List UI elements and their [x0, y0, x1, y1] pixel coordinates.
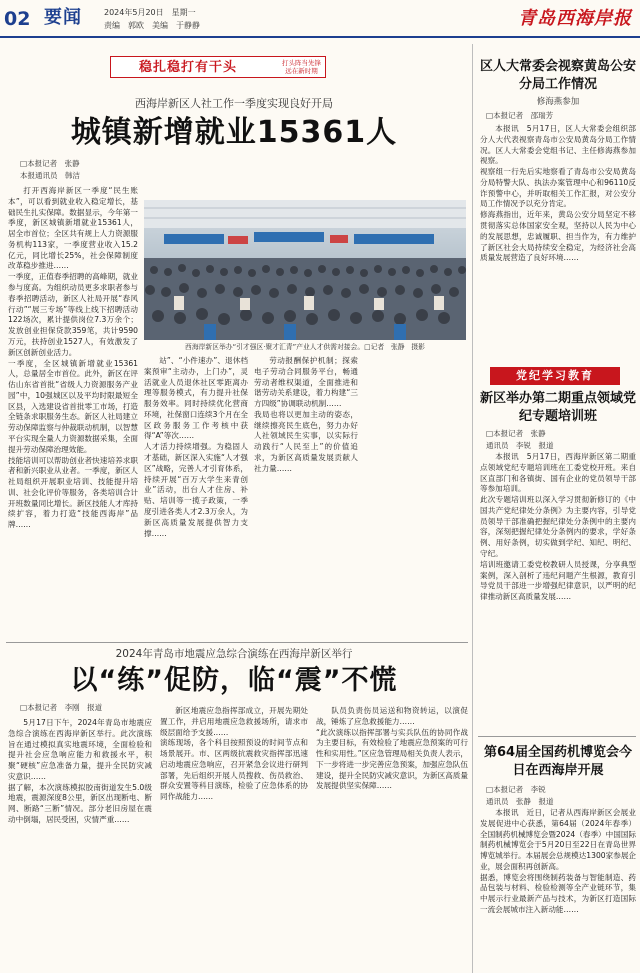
column-rule [472, 44, 473, 973]
drill-column-2 [160, 706, 308, 968]
lead-byline-correspondent: 本报通讯员 韩洁 [20, 171, 80, 180]
section-divider [6, 642, 468, 643]
party-byline-reporter: □本报记者 张静 [486, 429, 546, 438]
drill-kicker: 2024年青岛市地震应急综合演练在西海岸新区举行 [115, 648, 353, 660]
issue-date: 2024年5月20日 [104, 8, 164, 17]
editor-label: 责编 [104, 21, 120, 30]
issue-meta [104, 6, 208, 32]
banner-title: 稳扎稳打有干头 [139, 60, 238, 75]
designer-label: 美编 [152, 21, 168, 30]
lead-byline [20, 158, 80, 182]
drill-col2-text: 新区地震应急指挥部成立，开展先期处置工作，并启用地震应急救援场所，请求市级层面给予支援…… 演练现场，各个科目按照预设的时间节点和场景展开。市、区两级抗震救灾指挥部迅速启动地震应急响应，召开紧急会议进行研判部署，先后组织开展人员搜救、伤员救治、群众安置等科目演练，检验了应急体系的协同作战能力…… [160, 706, 308, 802]
page-header [0, 0, 640, 38]
expo-body [480, 808, 636, 970]
editor-name: 郭欧 [128, 21, 144, 30]
lead-column-2 [144, 356, 248, 638]
drill-column-1 [8, 718, 152, 968]
drill-headline: 以“练”促防，临“震”不慌 [70, 665, 398, 696]
npc-subtitle: 修海燕参加 [536, 97, 580, 107]
lead-column-4 [364, 356, 468, 638]
lead-headline: 城镇新增就业15361人 [70, 115, 398, 150]
party-byline-correspondent: 通讯员 李锐 报道 [486, 441, 554, 450]
banner-side [282, 59, 321, 75]
drill-column-3 [316, 706, 468, 968]
slogan-banner [110, 56, 326, 78]
issue-weekday: 星期一 [171, 8, 196, 17]
npc-byline: □本报记者 邵瑞芳 [486, 111, 554, 120]
npc-body [480, 124, 636, 358]
party-section-bar: 党纪学习教育 [490, 367, 620, 385]
party-headline: 新区举办第二期重点领域党纪专题培训班 [479, 391, 636, 424]
npc-body-text: 本报讯 5月17日，区人大常委会组织部分人大代表视察青岛市公安局黄岛分局工作情况。区人大常委会党组书记、主任修海燕参加视察。 视察组一行先后实地察看了青岛市公安局黄岛分局特警大队、执法办案管理中心和96110反诈预警中心，并听取相关工作汇报，对公安分局工作情况予以充分肯定。 修海燕指出，近年来，黄岛公安分局坚定不移贯彻落实总体国家安全观，坚持以人民为中心的发展思想，忠诚履职、担当作为，有力维护了新区社会大局持续安全稳定，为经济社会高质量发展营造了良好环境…… [480, 124, 636, 263]
lead-column-1 [8, 186, 138, 638]
drill-col3-text: 队员负责伤员运送和物资转运，以演促战，锤炼了应急救援能力…… “此次演练以指挥部署与实兵队伍的协同作战为主要目标，有效检验了地震应急预案的可行性和实用性。”区应急管理局相关负责人表示，下一步将进一步完善应急预案，加强应急队伍建设，提升全民防灾减灾意识，为新区高质量发展提供坚实保障…… [316, 706, 468, 791]
designer-name: 于静静 [176, 21, 200, 30]
page-number: 02 [4, 8, 31, 30]
expo-byline-reporter: □本报记者 李锐 [486, 785, 546, 794]
expo-byline-correspondent: 通讯员 张静 报道 [486, 797, 554, 806]
lead-kicker: 西海岸新区人社工作一季度实现良好开局 [135, 97, 333, 110]
job-fair-photo [144, 200, 466, 340]
expo-headline: 第64届全国药机博览会今日在西海岸开展 [483, 745, 633, 778]
photo-caption: 西海岸新区举办“引才强区·聚才汇青”产业人才供需对接会。□记者 张静 摄影 [185, 343, 425, 351]
crowd-photo-illustration [144, 200, 466, 340]
drill-col1-text: 5月17日下午，2024年青岛市地震应急综合演练在西海岸新区举行。此次演练旨在通过模拟真实地震环境，全面检验和提升社会应急响应能力和救援水平，积聚“硬核”应急准备力量，提升全民防灾减灾意识…… 据了解，本次演练模拟胶南街道发生5.0级地震，震源深度8公里，新区出现断电、断网、断路“三断”情况。部分老旧房屋在震动中倒塌，居民受困，灾情严重…… [8, 718, 152, 825]
party-body [480, 452, 636, 732]
lead-col1-text: 打开西海岸新区一季度“民生账本”，可以看到就业收入稳定增长，基础民生扎实保障。数据显示，今年第一季度，新区城镇新增就业15361人，居全市首位；全区共有规上人力资源服务机构113家，一季度营业收入15.2亿元，同比增长25%，社会保障制度改革稳步推进…… 一季度，正值春季招聘的高峰期，就业参与度高。为组织动员更多求职者参与春季招聘活动，新区人社局开展“春风行动”“展三专场”等线上线下招聘活动122场次，累计提供岗位7.3万余个；发放创业担保贷款359笔，共计9590万元，扶持创业1527人，有效激发了新区创新创业活力。 一季度，全区城镇新增就业15361人，总量居全市首位。此外，新区在评估山东省首批“省级人力资源服务产业园”中，10强城区以及平均时限最短全区县，入选建设省首批零工市场，打造全链条求职服务生态。新区人社局建立劳动保障监察与仲裁联动机制，以智慧平台实现全量人力资源数据采集，全面提升劳动保障治理效能。 技能培训可以帮助创业者快速培养求职者和新兴职业从业者。一季度，新区人社局组织开展职业培训、技能提升培训、社会化评价等服务，各类培训合计开班数量同比增长。新区技能人才库持续扩容，着力打造“技能西海岸”品牌…… [8, 186, 138, 530]
party-body-text: 本报讯 5月17日，西海岸新区第二期重点领域党纪专题培训班在工委党校开班。来自区直部门和各镇街、国有企业的党员领导干部等参加培训。 此次专题培训班以深入学习贯彻新修订的《中国共产党纪律处分条例》为主要内容，引导党员领导干部准确把握纪律处分条例中的主要内容，深刻把握纪律处分条例内的要求，学好条例、用好条例，切实做到学纪、知纪、明纪、守纪。 培训班邀请工委党校教研人员授课，分享典型案例，深入剖析了违纪问题产生根源，教育引导党员干部进一步增强纪律意识，以严明的纪律推动新区高质量发展…… [480, 452, 636, 602]
drill-byline: □本报记者 李刚 报道 [20, 703, 103, 712]
lead-byline-reporter: □本报记者 张静 [20, 159, 80, 168]
banner-side-line2: 远在新时期 [285, 67, 318, 75]
party-byline [486, 428, 554, 452]
lead-col3-text: 劳动报酬保护机制；探索电子劳动合同服务平台，畅通劳动者维权渠道，全面推进和谐劳动关系建设，着力构建“三方四级”协调联动机制…… 我局也将以更加主动的姿态，继续擦亮民生底色，努力办好人社领域民生实事，以实际行动践行“人民至上”的价值追求，为新区高质量发展贡献人社力量…… [254, 356, 358, 473]
lead-col2-text: 站”、“小件速办”、退休档案预审“主动办，上门办”，灵活就业人员退休社区零距离办理等服务模式，有力提升社保服务效率。同时持续优化营商环境，社保窗口连续3个月在全区政务服务工作考核中获得“A”等次…… 人才活力持续增强。为稳固人才基础，新区深入实施“人才强区”战略，完善人才引育体系，持续开展“百万大学生来青创业”活动，出台人才住房、补贴、培训等一揽子政策，一季度引进各类人才2.3万余人，为新区高质量发展提供智力支撑…… [144, 356, 248, 538]
lead-column-3 [254, 356, 358, 638]
expo-body-text: 本报讯 近日，记者从西海岸新区会展业发展促进中心获悉，第64届（2024年春季）全国制药机械博览会暨2024（春季）中国国际制药机械博览会于5月20日至22日在青岛世界博览城举行。本届展会总规模达1300家参展企业，展会面积再创新高。 据悉，博览会将围绕制药装备与智能制造、药品包装与材料、检验检测等全产业链环节，集中展示行业最新产品与技术，为新区打造国际一流会展城市注入新动能…… [480, 808, 636, 915]
right-divider [478, 736, 636, 737]
section-name: 要闻 [44, 7, 82, 28]
npc-headline: 区人大常委会视察黄岛公安分局工作情况 [479, 59, 636, 92]
banner-side-line1: 打头阵当先锋 [282, 59, 321, 67]
masthead-logo: 青岛西海岸报 [518, 8, 632, 29]
lead-col4-text [364, 356, 468, 367]
expo-byline [486, 784, 554, 808]
